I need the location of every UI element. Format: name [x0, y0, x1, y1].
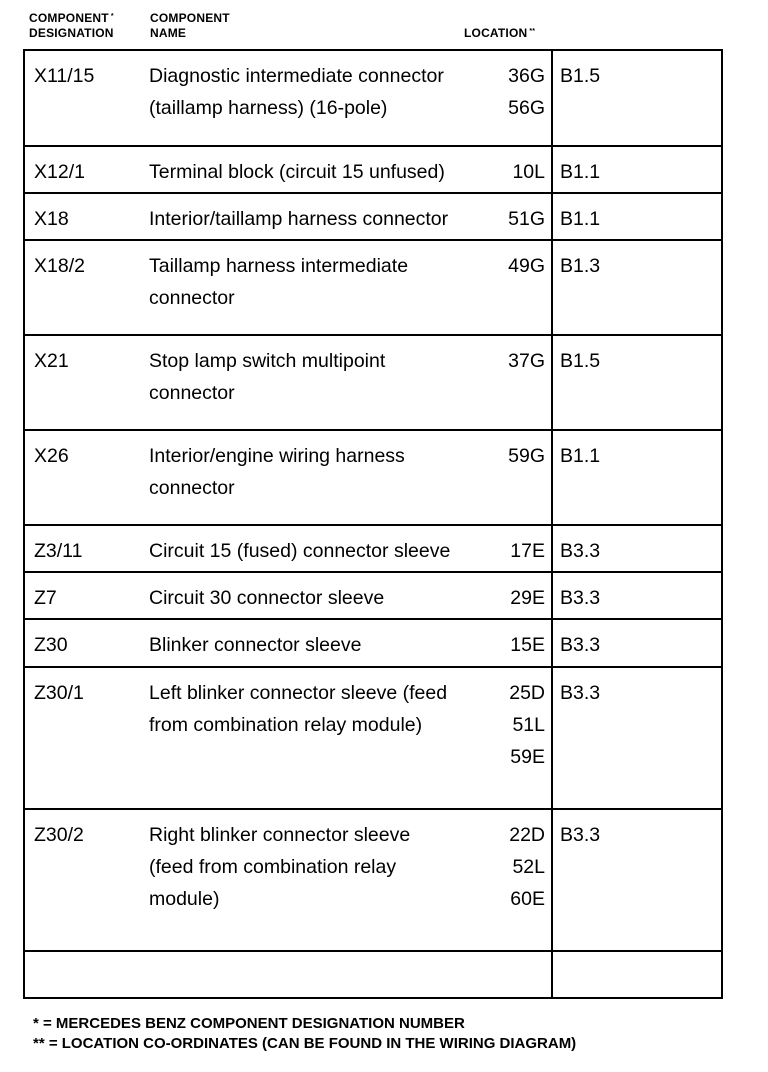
location-coordinate: 22D [509, 824, 545, 846]
component-location [490, 430, 552, 525]
location-coordinate: 59G [508, 445, 545, 467]
component-name-line: Circuit 15 (fused) connector sleeve [149, 540, 451, 562]
diagram-grid-reference: B1.1 [552, 430, 722, 525]
component-name-line: connector [149, 382, 235, 404]
footnote-designation: * = MERCEDES BENZ COMPONENT DESIGNATION NUMBER [33, 1015, 465, 1032]
table-row [24, 146, 722, 193]
table-row [24, 619, 722, 667]
table-row [24, 193, 722, 240]
component-name-line: connector [149, 477, 235, 499]
diagram-grid-reference: B3.3 [552, 809, 722, 951]
component-name [149, 146, 490, 193]
component-name-line: (feed from combination relay [149, 856, 397, 878]
component-designation: X21 [24, 335, 149, 430]
header-designation-mark: * [110, 13, 114, 20]
component-name-line: Blinker connector sleeve [149, 634, 362, 656]
component-designation: Z7 [24, 572, 149, 619]
component-location [490, 193, 552, 240]
component-name [149, 193, 490, 240]
header-location [464, 26, 535, 41]
component-location [490, 525, 552, 572]
component-table [23, 49, 723, 999]
component-name-line: Interior/taillamp harness connector [149, 208, 449, 230]
header-location-mark: ** [529, 28, 536, 35]
table-row [24, 572, 722, 619]
component-name [149, 572, 490, 619]
component-name-line: Taillamp harness intermediate [149, 255, 409, 277]
component-location [490, 667, 552, 809]
component-location [490, 146, 552, 193]
table-row [24, 525, 722, 572]
diagram-grid-reference: B1.3 [552, 240, 722, 335]
component-name [149, 809, 490, 951]
component-designation: Z30/1 [24, 667, 149, 809]
header-designation [29, 11, 114, 41]
component-designation: X11/15 [24, 50, 149, 146]
location-coordinate: 59E [510, 746, 545, 768]
location-coordinate: 51L [512, 714, 545, 736]
location-coordinate: 37G [508, 350, 545, 372]
component-name-line: from combination relay module) [149, 714, 423, 736]
table-row [24, 335, 722, 430]
location-coordinate: 15E [510, 634, 545, 656]
footnote-location: ** = LOCATION CO-ORDINATES (CAN BE FOUND IN THE WIRING DIAGRAM) [33, 1035, 577, 1052]
component-location [490, 951, 552, 998]
component-designation: Z30 [24, 619, 149, 667]
diagram-grid-reference [552, 951, 722, 998]
component-name-line: connector [149, 287, 235, 309]
location-coordinate: 60E [510, 888, 545, 910]
component-designation: X18 [24, 193, 149, 240]
location-coordinate: 52L [512, 856, 545, 878]
component-name [149, 951, 490, 998]
header-name-label: COMPONENT [150, 11, 230, 25]
footnotes [33, 1014, 576, 1054]
component-designation: X18/2 [24, 240, 149, 335]
component-name-line: (taillamp harness) (16-pole) [149, 97, 388, 119]
component-designation: Z30/2 [24, 809, 149, 951]
component-name-line: Circuit 30 connector sleeve [149, 587, 385, 609]
component-designation [24, 951, 149, 998]
diagram-grid-reference: B1.1 [552, 193, 722, 240]
component-location [490, 572, 552, 619]
component-designation: Z3/11 [24, 525, 149, 572]
component-name-line: Interior/engine wiring harness [149, 445, 405, 467]
component-name-line: Right blinker connector sleeve [149, 824, 411, 846]
component-name-line: Stop lamp switch multipoint [149, 350, 386, 372]
location-coordinate: 36G [508, 65, 545, 87]
component-location [490, 809, 552, 951]
location-coordinate: 29E [510, 587, 545, 609]
diagram-grid-reference: B1.5 [552, 50, 722, 146]
table-row [24, 809, 722, 951]
component-name-line: Left blinker connector sleeve (feed [149, 682, 448, 704]
header-name [150, 11, 230, 41]
table-row [24, 951, 722, 998]
component-name [149, 525, 490, 572]
table-row [24, 240, 722, 335]
component-name [149, 240, 490, 335]
diagram-grid-reference: B3.3 [552, 667, 722, 809]
location-coordinate: 51G [508, 208, 545, 230]
header-designation-sublabel: DESIGNATION [29, 26, 114, 40]
diagram-grid-reference: B3.3 [552, 619, 722, 667]
component-designation: X26 [24, 430, 149, 525]
header-name-sublabel: NAME [150, 26, 187, 40]
table-row [24, 50, 722, 146]
component-name [149, 667, 490, 809]
component-name-line: Terminal block (circuit 15 unfused) [149, 161, 445, 183]
component-table-body [24, 50, 722, 998]
location-coordinate: 56G [508, 97, 545, 119]
component-name [149, 335, 490, 430]
diagram-grid-reference: B1.1 [552, 146, 722, 193]
diagram-grid-reference: B3.3 [552, 525, 722, 572]
component-name-line: Diagnostic intermediate connector [149, 65, 444, 87]
location-coordinate: 17E [510, 540, 545, 562]
component-location [490, 240, 552, 335]
component-name [149, 50, 490, 146]
component-name-line: module) [149, 888, 220, 910]
component-location [490, 335, 552, 430]
header-location-label: LOCATION [464, 26, 528, 40]
table-row [24, 430, 722, 525]
component-name [149, 619, 490, 667]
component-designation: X12/1 [24, 146, 149, 193]
header-designation-label: COMPONENT [29, 11, 109, 25]
component-name [149, 430, 490, 525]
diagram-grid-reference: B3.3 [552, 572, 722, 619]
location-coordinate: 10L [512, 161, 545, 183]
location-coordinate: 49G [508, 255, 545, 277]
component-location [490, 50, 552, 146]
location-coordinate: 25D [509, 682, 545, 704]
diagram-grid-reference: B1.5 [552, 335, 722, 430]
table-row [24, 667, 722, 809]
component-location [490, 619, 552, 667]
